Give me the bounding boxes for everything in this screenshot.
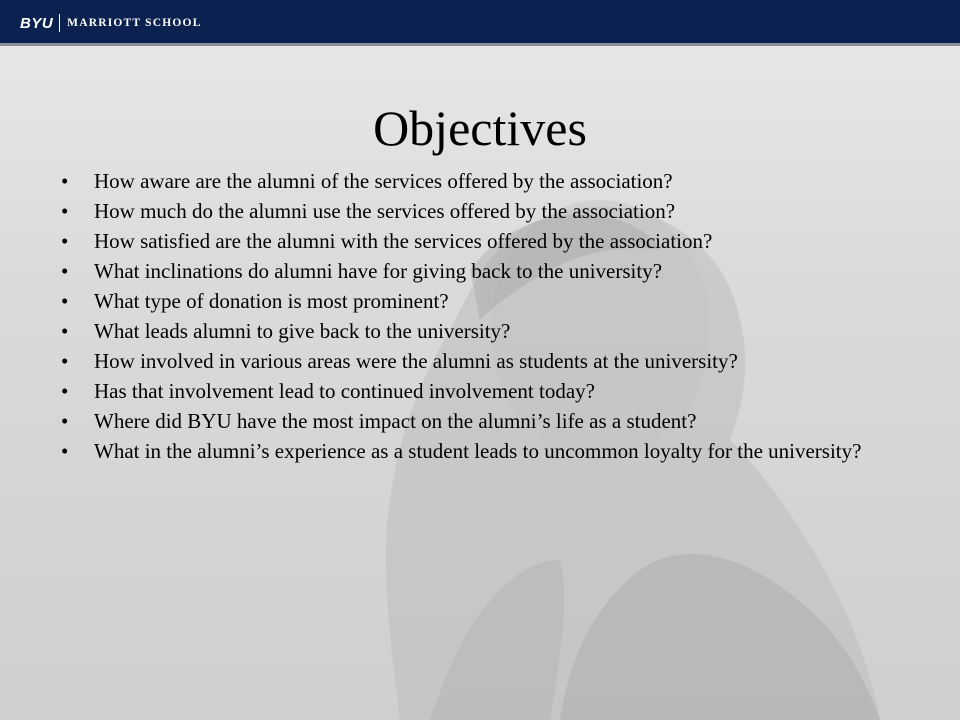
bullet-text: How aware are the alumni of the services offered by the association?	[94, 169, 673, 193]
bullet-marker: •	[61, 229, 69, 253]
logo-brand: BYU	[20, 14, 54, 32]
header-bar	[0, 0, 960, 46]
byu-marriott-logo	[20, 12, 202, 34]
bullet-marker: •	[61, 319, 69, 343]
bullet-marker: •	[61, 439, 69, 463]
bullet-text: What inclinations do alumni have for giving back to the university?	[94, 259, 663, 283]
bullet-marker: •	[61, 409, 69, 433]
logo-divider	[59, 14, 60, 32]
objectives-list	[60, 170, 920, 470]
list-item	[60, 410, 920, 432]
list-item	[60, 380, 920, 402]
list-item	[60, 230, 920, 252]
bullet-text: How satisfied are the alumni with the services offered by the association?	[94, 229, 713, 253]
bullet-text: How involved in various areas were the alumni as students at the university?	[94, 349, 738, 373]
slide-title: Objectives	[373, 100, 587, 156]
bullet-marker: •	[61, 289, 69, 313]
bullet-text: How much do the alumni use the services offered by the association?	[94, 199, 676, 223]
list-item	[60, 350, 920, 372]
bullet-marker: •	[61, 349, 69, 373]
bullet-marker: •	[61, 259, 69, 283]
bullet-marker: •	[61, 379, 69, 403]
bullet-text: Where did BYU have the most impact on the alumni’s life as a student?	[94, 409, 697, 433]
bullet-text: What leads alumni to give back to the university?	[94, 319, 511, 343]
list-item	[60, 200, 920, 222]
bullet-marker: •	[61, 199, 69, 223]
bullet-marker: •	[61, 169, 69, 193]
list-item	[60, 320, 920, 342]
list-item	[60, 440, 920, 462]
bullet-text: What in the alumni’s experience as a student leads to uncommon loyalty for the university?	[94, 439, 862, 463]
bullet-text: What type of donation is most prominent?	[94, 289, 449, 313]
logo-school-name: MARRIOTT SCHOOL	[67, 17, 202, 29]
list-item	[60, 290, 920, 312]
list-item	[60, 260, 920, 282]
list-item	[60, 170, 920, 192]
bullet-text: Has that involvement lead to continued involvement today?	[94, 379, 595, 403]
